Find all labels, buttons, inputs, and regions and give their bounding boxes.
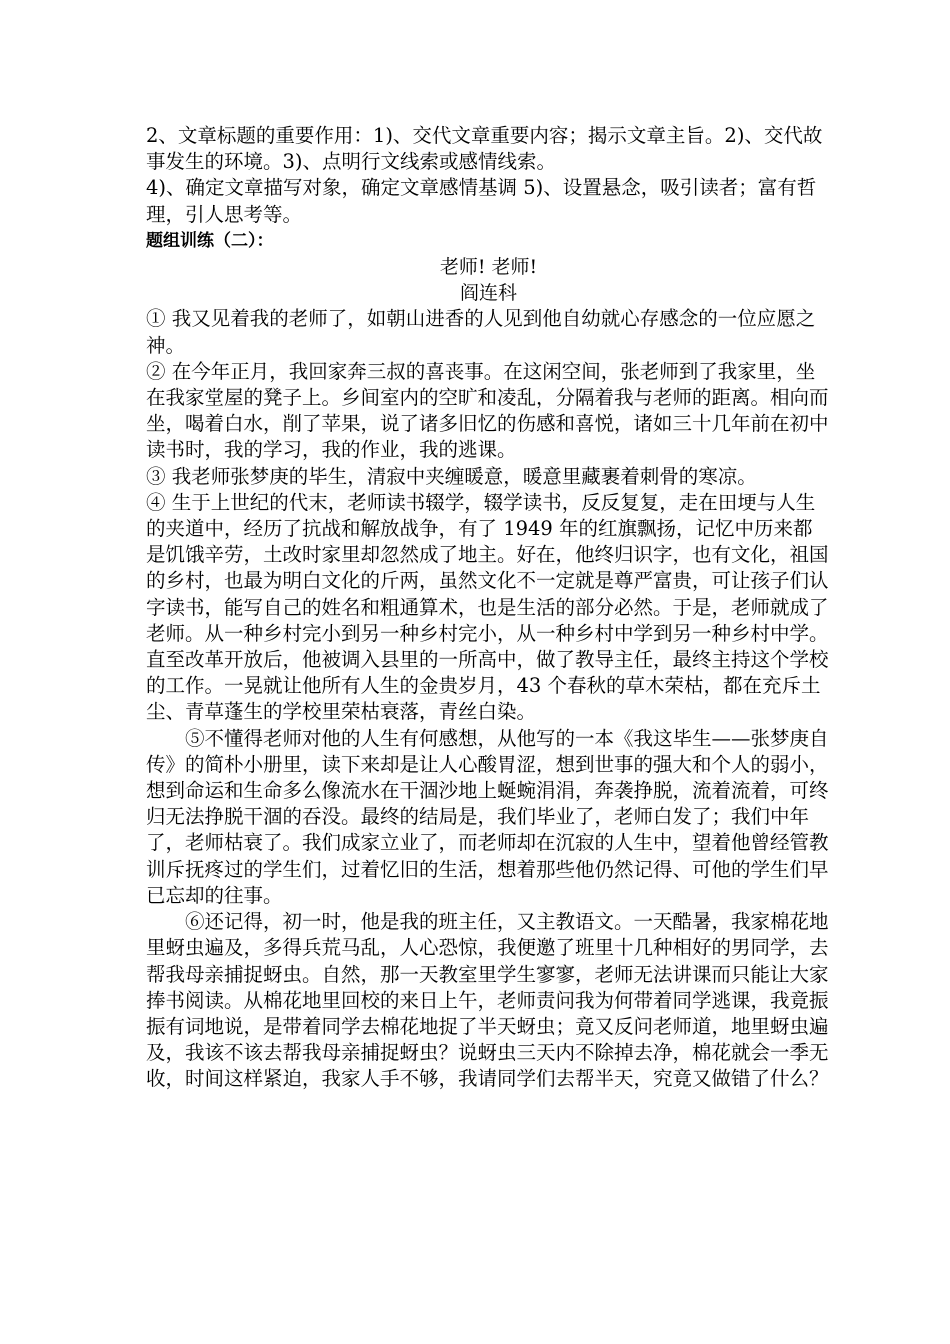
paragraph-5: ⑤不懂得老师对他的人生有何感想，从他写的一本《我这毕生——张梦庚自传》的简朴小册里，读下来却是让人心酸胃涩，想到世事的强大和个人的弱小，想到命运和生命多么像流水在干涸沙地上蜒蜿涓涓，奔袭挣脱，流着流着，可终归无法挣脱干涸的吞没。最终的结局是，我们毕业了，老师白发了；我们中年了，老师枯衰了。我们成家立业了，而老师却在沉寂的人生中，望着他曾经管教训斥抚疼过的学生们，过着忆旧的生活，想着那些他仍然记得、可他的学生们早已忘却的往事。 xyxy=(146,726,829,907)
paragraph-3: ③ 我老师张梦庚的毕生，清寂中夹缠暖意，暖意里藏裹着刺骨的寒凉。 xyxy=(146,464,757,488)
article-author: 阎连科 xyxy=(459,282,517,305)
intro-line-1: 2、文章标题的重要作用：1)、交代文章重要内容；揭示文章主旨。2)、交代故事发生的环境。3)、点明行文线索或感情线索。 xyxy=(146,124,823,174)
intro-line-2: 4)、确定文章描写对象，确定文章感情基调 5)、设置悬念，吸引读者；富有哲理，引人思考等。 xyxy=(146,176,817,226)
paragraph-2: ② 在今年正月，我回家奔三叔的喜丧事。在这闲空间，张老师到了我家里，坐在我家堂屋的凳子上。乡间室内的空旷和凌乱，分隔着我与老师的距离。相向而坐，喝着白水，削了苹果，说了诸多旧忆的伤感和喜悦，诸如三十几年前在初中读书时，我的学习，我的作业，我的逃课。 xyxy=(146,359,829,462)
section-heading: 题组训练（二）： xyxy=(146,230,274,251)
article-title: 老师! 老师! xyxy=(439,256,538,279)
paragraph-4: ④ 生于上世纪的代末，老师读书辍学，辍学读书，反反复复，走在田埂与人生的夹道中，经历了抗战和解放战争，有了 1949 年的红旗飘扬，记忆中历来都是饥饿辛劳，土改时家里却忽然成了地主。好在，他终归识字，也有文化，祖国的乡村，也最为明白文化的斤两，虽然文化不一定就是尊严富贵，可让孩子们认字读书，能写自己的姓名和粗通算术，也是生活的部分必然。于是，老师就成了老师。从一种乡村完小到另一种乡村完小，从一种乡村中学到另一种乡村中学。直至改革开放后，他被调入县里的一所高中，做了教导主任，最终主持这个学校的工作。一晃就让他所有人生的金贵岁月，43 个春秋的草木荣枯，都在充斥土尘、青草蓬生的学校里荣枯衰落，青丝白染。 xyxy=(146,490,829,724)
paragraph-6: ⑥还记得，初一时，他是我的班主任，又主教语文。一天酷暑，我家棉花地里蚜虫遍及，多得兵荒马乱，人心恐惊，我便邀了班里十几种相好的男同学，去帮我母亲捕捉蚜虫。自然，那一天教室里学生寥寥，老师无法讲课而只能让大家捧书阅读。从棉花地里回校的来日上午，老师责问我为何带着同学逃课，我竟振振有词地说，是带着同学去棉花地捉了半天蚜虫；竟又反问老师道，地里蚜虫遍及，我该不该去帮我母亲捕捉蚜虫？说蚜虫三天内不除掉去净，棉花就会一季无收，时间这样紧迫，我家人手不够，我请同学们去帮半天，究竟又做错了什么？ xyxy=(146,910,829,1091)
document-body xyxy=(146,123,831,1093)
paragraph-1: ① 我又见着我的老师了，如朝山进香的人见到他自幼就心存感念的一位应愿之神。 xyxy=(146,307,816,357)
